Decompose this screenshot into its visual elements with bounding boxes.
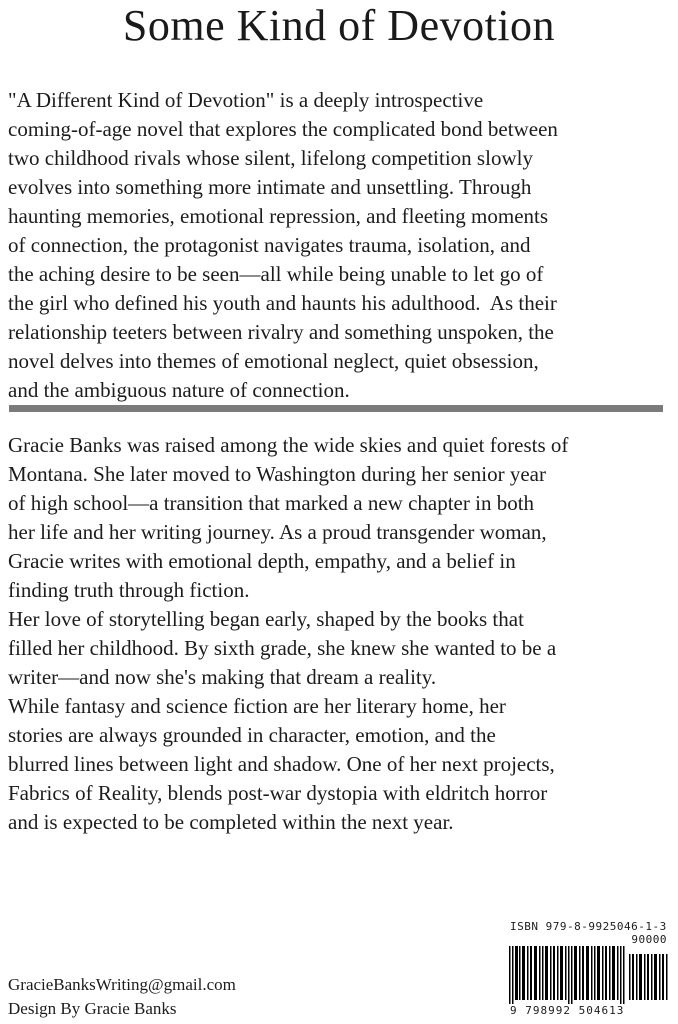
isbn-barcode [507, 920, 671, 1024]
barcode-bars-icon [507, 946, 671, 1004]
synopsis-text: "A Different Kind of Devotion" is a deeply introspective coming-of-age novel that explores the complicated bond between two childhood rivals whose silent, lifelong competition slowly evolves into something more intimate and unsettling. Through haunting memories, emotional repression, and fleeting moments of connection, the protagonist navigates trauma, isolation, and the aching desire to be seen—all while being unable to let go of the girl who defined his youth and haunts his adulthood. As their relationship teeters between rivalry and something unspoken, the novel delves into themes of emotional neglect, quiet obsession, and the ambiguous nature of connection. [8, 88, 558, 402]
ean-digits: 9 798992 504613 [510, 1004, 625, 1017]
book-title: Some Kind of Devotion [122, 1, 556, 50]
isbn-label: ISBN 979-8-9925046-1-3 [510, 920, 667, 933]
author-bio [8, 431, 672, 837]
price-code: 90000 [631, 933, 667, 946]
bio-paragraph-2: Her love of storytelling began early, shaped by the books that filled her childhood. By sixth grade, she knew she wanted to be a writer—and now she's making that dream a reality. [8, 607, 557, 689]
contact-block [8, 973, 236, 1021]
section-divider [9, 405, 663, 412]
design-credit: Design By Gracie Banks [8, 999, 177, 1018]
bio-paragraph-3: While fantasy and science fiction are her literary home, her stories are always grounded in character, emotion, and the blurred lines between light and shadow. One of her next projects, Fabrics of Reality, blends post-war dystopia with eldritch horror and is expected to be completed within the next year. [8, 694, 555, 834]
contact-email: GracieBanksWriting@gmail.com [8, 975, 236, 994]
bio-paragraph-1: Gracie Banks was raised among the wide skies and quiet forests of Montana. She later moved to Washington during her senior year of high school—a transition that marked a new chapter in both her life and her writing journey. As a proud transgender woman, Gracie writes with emotional depth, empathy, and a belief in finding truth through fiction. [8, 433, 569, 602]
